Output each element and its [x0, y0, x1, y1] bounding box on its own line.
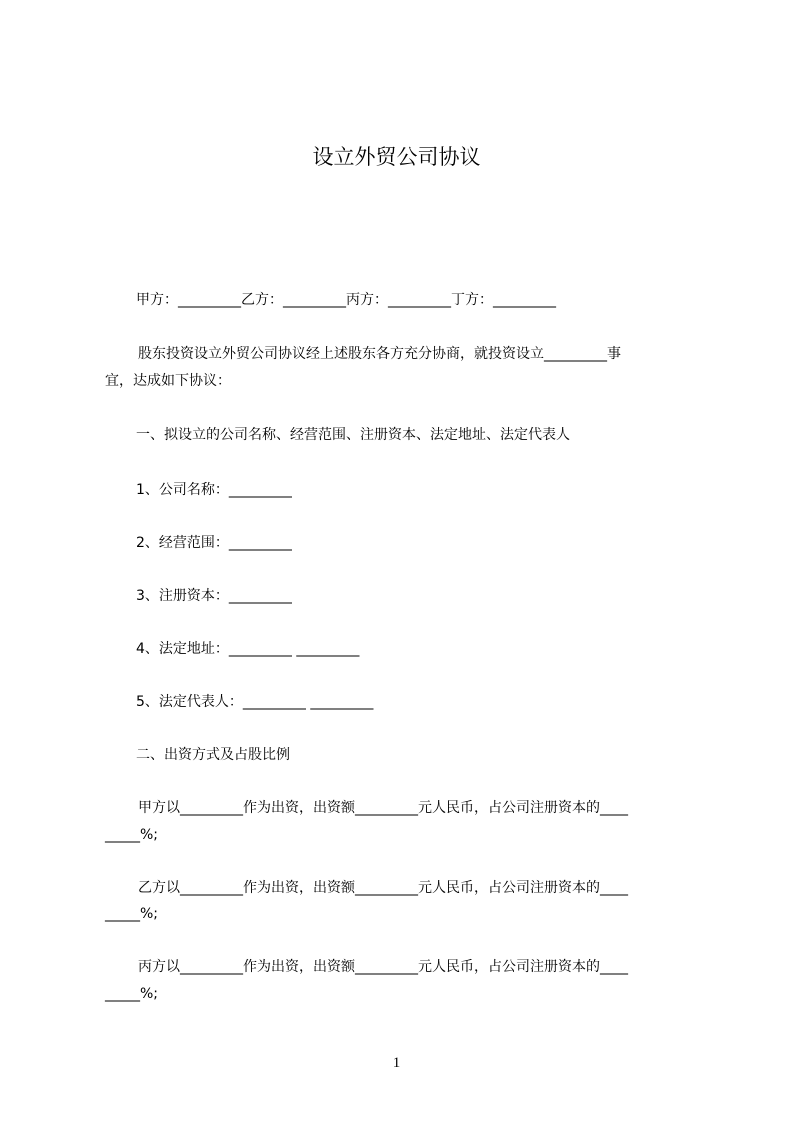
- contribution-jia-line-2: _____%;: [105, 827, 159, 843]
- contribution-bing-line-2: _____%;: [105, 986, 159, 1002]
- item-legal-representative: 5、法定代表人：_________ _________: [136, 694, 374, 710]
- document-title: 设立外贸公司协议: [312, 145, 481, 169]
- item-business-scope: 2、经营范围：_________: [136, 535, 292, 551]
- contribution-jia-line-1: 甲方以_________作为出资，出资额_________元人民币，占公司注册资本的____: [138, 800, 628, 816]
- contribution-bing-line-1: 丙方以_________作为出资，出资额_________元人民币，占公司注册资本的____: [138, 959, 628, 975]
- item-company-name: 1、公司名称：_________: [136, 482, 292, 498]
- parties-line: 甲方：_________乙方：_________丙方：_________丁方：_________: [136, 292, 556, 308]
- item-registered-capital: 3、注册资本：_________: [136, 588, 292, 604]
- section-2-heading: 二、出资方式及占股比例: [136, 747, 290, 763]
- section-1-heading: 一、拟设立的公司名称、经营范围、注册资本、法定地址、法定代表人: [136, 427, 570, 443]
- contribution-yi-line-2: _____%;: [105, 906, 159, 922]
- item-legal-address: 4、法定地址：_________ _________: [136, 641, 360, 657]
- intro-line-1: 股东投资设立外贸公司协议经上述股东各方充分协商，就投资设立_________事: [138, 346, 621, 362]
- contribution-yi-line-1: 乙方以_________作为出资，出资额_________元人民币，占公司注册资本的____: [138, 880, 628, 896]
- intro-line-2: 宜，达成如下协议：: [105, 373, 231, 389]
- page-number: 1: [392, 1055, 401, 1071]
